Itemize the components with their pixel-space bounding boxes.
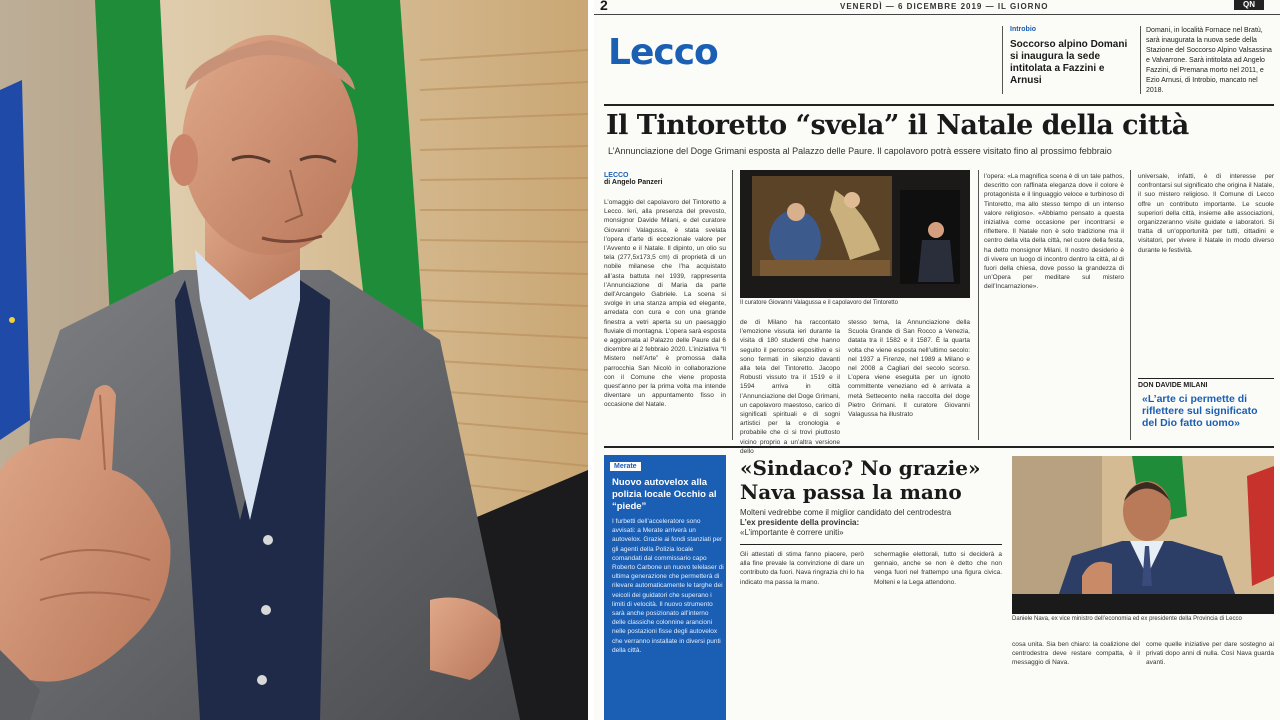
main-photo [0,0,588,720]
qn-logo: QN [1234,0,1264,10]
article-column-3: stesso tema, la Annunciazione della Scuola Grande di San Rocco a Venezia, datata tra il 1582 e il 1587. È la quarta volta che viene esposta nell’ultimo secolo: nel 1937 a Firenze, nel 1989 a Milano e nel 2008 a Cagliari del secolo scorso. L’opera viene eseguita per un ignoto committente veneziano ed è arrivata a metà Settecento nella raccolta del doge Pietro Grimani. Il curatore Giovanni Valagussa ha illustrato [848,319,970,419]
article-column-1: L’omaggio del capolavoro del Tintoretto a Lecco. Ieri, alla presenza del prevosto, monsignor Davide Milani, e del curatore Giovanni Valagussa, è stata svelata l’opera d’arte di eccezionale valore per l’Avvento e il Natale. Il dipinto, un olio su tela (277,5x173,5 cm) di proprietà di un nobile milanese che l’ha acquistato all’asta battuta nel 1939, rappresenta l’Annunciazione di Maria da parte dell’Arcangelo Gabriele. La scena si svolge in una stanza ampia ed elegante, arredata con cura e con una grande finestra a vetri aperta su un paesaggio fluviale di montagna. L’opera sarà esposta e aggiornata al Palazzo delle Paure dal 6 dicembre al 2 febbraio 2020. L’iniziativa “Il Mistero nell’Arte” è promossa dalla parrocchia San Nicolò in collaborazione con il Comune che viene proposta quest’anno per la prima volta ma intende diventare un appuntamento fisso in occasione del Natale. [604,199,726,409]
top-box-text: Domani, in località Fornace nel Bratù, sarà inaugurata la nuova sede della Stazione del Soccorso Alpino Valsassina e Valvarrone. Sarà intitolata ad Angelo Fazzini, di Premana morto nel 2011, e Ezio Arnusi, di Introbio, mancato nel 2018. [1146,27,1272,94]
second-headline: «Sindaco? No grazie» Nava passa la mano [740,456,981,504]
article-column-5: universale, infatti, è di interesse per confrontarsi sul significato che origina il Natale, il suo mistero religioso. Il Comune di Lecco offre un contributo importante. Le scuole superiori della città, insieme alle associazioni, organizzeranno visite guidate e laboratori. Si tratta di un’opportunità per tutti, cittadini e visitatori, per vivere il Natale in modo diverso durante le festività. [1138,173,1274,254]
second-deck-line-3: «L’importante è correre uniti» [740,528,844,537]
quote-byline: DON DAVIDE MILANI [1138,382,1208,389]
merate-title: Nuovo autovelox alla polizia locale Occhio al “piede” [612,477,717,512]
newspaper-page [594,0,1280,720]
merate-label: Merate [610,462,641,471]
main-deck: L’Annunciazione del Doge Grimani esposta al Palazzo delle Paure. Il capolavoro potrà essere visitato fino al prossimo febbraio [608,146,1112,156]
top-rule [594,14,1280,15]
main-headline: Il Tintoretto “svela” il Natale della città [606,110,1189,141]
second-deck-line-2: L’ex presidente della provincia: [740,518,860,527]
page-number: 2 [600,0,608,13]
nava-photo-caption: Daniele Nava, ex vice ministro dell’economia ed ex presidente della Provincia di Lecco [1012,616,1242,622]
top-box-title: Soccorso alpino Domani si inaugura la sede intitolata a Fazzini e Arnusi [1010,39,1128,86]
pull-quote: «L’arte ci permette di riflettere sul significato del Dio fatto uomo» [1142,393,1258,429]
annunciation-painting [740,170,970,298]
second-deck [740,508,1002,538]
second-article-col-1: Gli attestati di stima fanno piacere, però alla fine prevale la convinzione di dare un contributo da fuori. Nava ringrazia chi lo ha indicato ma passa la mano. [740,551,864,586]
photo-man-speaking [1012,456,1274,614]
painting-caption: Il curatore Giovanni Valagussa e il capolavoro del Tintoretto [740,300,898,306]
photo-man-gesturing [0,0,588,720]
merate-box [604,455,726,720]
article-column-2: de di Milano ha raccontato l’emozione vissuta ieri durante la visita di 180 studenti che hanno seguito il percorso espositivo e si sono fermati in silenzio davanti alla tela del Tintoretto. Jacopo Robusti vissuto tra il 1519 e il 1594 arriva in città l’Annunciazione del Doge Grimani, un capolavoro maestoso, carico di significati spirituali e di sogni artistici per la cronologia e probabile che ci si trovi piuttosto vicino proprio a un’altra versione dello [740,319,840,455]
second-article-col-4: come quelle iniziative per dare sostegno ai privati dopo anni di nulla. Così Nava guarda avanti. [1146,641,1274,667]
painting-photo [740,170,970,298]
byline: di Angelo Panzeri [604,179,663,186]
second-article-col-2: schermaglie elettorali, tutto si deciderà a gennaio, anche se non è detto che non venga fuori nel frattempo una figura civica. Molteni e la Lega attendono. [874,551,1002,586]
article-byline-block [604,172,726,186]
nava-photo [1012,456,1274,614]
second-deck-line-1: Molteni vedrebbe come il miglior candidato del centrodestra [740,508,952,517]
article-column-4: l’opera: «La magnifica scena è di un tale pathos, descritto con raffinata eleganza dove il colore è protagonista e il linguaggio veloce e turbinoso di Tintoretto, ma allo stesso tempo di un intenso valore religioso». «Abbiamo pensato a questa iniziativa come occasione per incontrarsi e riflettere. Il Natale non è solo tradizione ma il centro della vita della città, nel cuore della festa, ha detto monsignor Milani. Il nostro desiderio è di vivere un luogo di incontro dentro la città, al di fuori della chiesa, dove posso la grandezza di un’Opera per meditare sul mistero dell’Incarnazione». [984,173,1124,291]
top-box-label: Introbio [1010,26,1037,33]
section-title: Lecco [608,32,718,73]
second-article-col-3: cosa unita. Sia ben chiaro: la coalizione del centrodestra deve restare compatta, è il messaggio di Nava. [1012,641,1140,667]
byline-section: LECCO [604,172,629,179]
dateline: VENERDÌ — 6 DICEMBRE 2019 — IL GIORNO [840,2,1049,11]
top-box [1010,26,1132,87]
merate-text: I furbetti dell’acceleratore sono avvisati: a Merate arriverà un autovelox. Grazie ai fondi stanziati per gli agenti della Polizia locale comandati dal commissario capo Roberto Carbone un nuovo telelaser di ultima generazione che permetterà di rilevare automaticamente le targhe dei veicoli dei guidatori che superano i limiti di velocità. Il nuovo strumento sarà anche posizionato all’interno delle classiche colonnine arancioni nelle postazioni fisse degli autovelox che verranno installate in diversi punti della città. [612,518,724,654]
